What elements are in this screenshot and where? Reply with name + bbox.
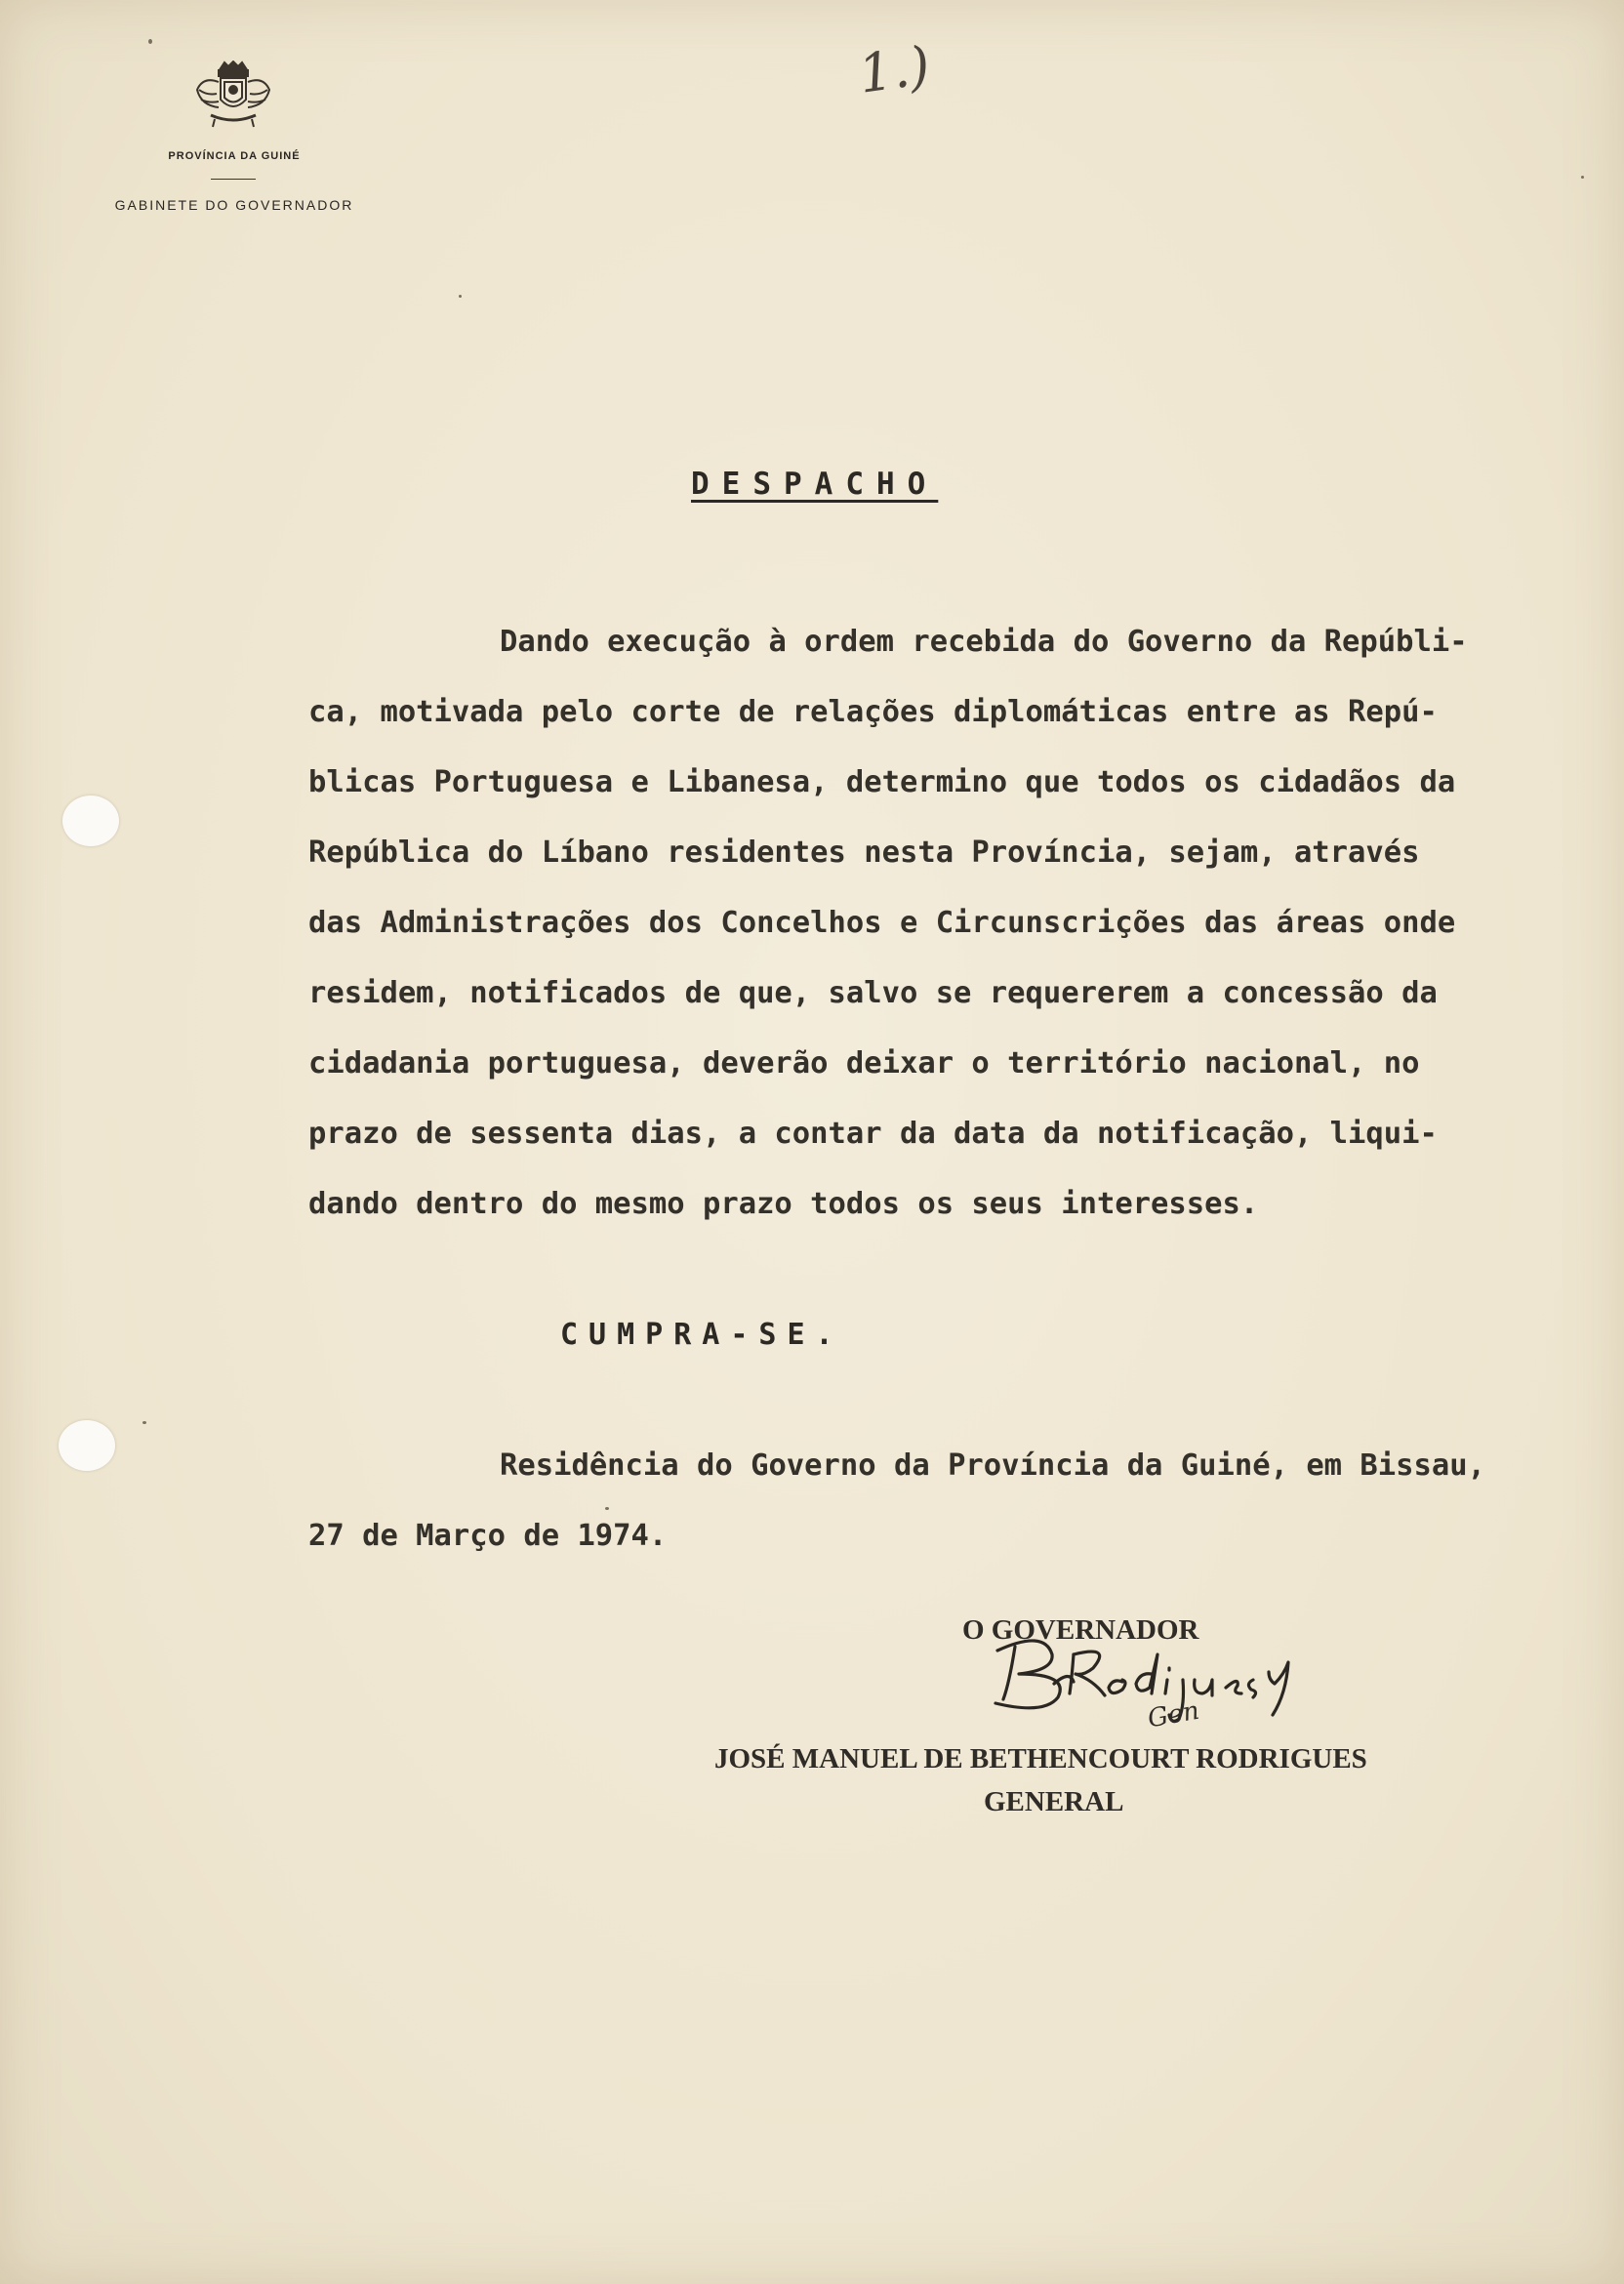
- body-line: dando dentro do mesmo prazo todos os seus interesses.: [308, 1187, 1259, 1221]
- letterhead-province: PROVÍNCIA DA GUINÉ: [168, 150, 301, 162]
- body-line: República do Líbano residentes nesta Província, sejam, através: [308, 836, 1420, 870]
- signatory-rank: GENERAL: [984, 1786, 1124, 1817]
- paper-speck: [459, 295, 462, 298]
- document-title: DESPACHO: [691, 467, 939, 502]
- paper-speck: [142, 1421, 146, 1424]
- closing-order: CUMPRA-SE.: [560, 1318, 844, 1352]
- body-line: das Administrações dos Concelhos e Circunscrições das áreas onde: [308, 906, 1456, 940]
- signatory-office: O GOVERNADOR: [962, 1614, 1199, 1646]
- letterhead-divider: [211, 179, 256, 180]
- body-line: Dando execução à ordem recebida do Governo da Repúbli-: [500, 625, 1468, 659]
- body-line: prazo de sessenta dias, a contar da data da notificação, liqui-: [308, 1117, 1438, 1151]
- coat-of-arms-icon: [191, 61, 275, 131]
- handwritten-annotation: Gen: [1145, 1695, 1202, 1734]
- body-line: cidadania portuguesa, deverão deixar o território nacional, no: [308, 1046, 1420, 1081]
- place-date-line: Residência do Governo da Província da Guiné, em Bissau,: [500, 1448, 1485, 1483]
- letterhead-cabinet: GABINETE DO GOVERNADOR: [114, 197, 354, 213]
- paper-speck: [1581, 176, 1584, 179]
- punch-hole-top: [62, 795, 119, 846]
- punch-hole-bottom: [59, 1420, 115, 1471]
- body-line: ca, motivada pelo corte de relações diplomáticas entre as Repú-: [308, 695, 1438, 729]
- paper-speck: [605, 1507, 609, 1510]
- paper-speck: [148, 39, 152, 44]
- place-date-line: 27 de Março de 1974.: [308, 1519, 668, 1553]
- folio-mark: 1.): [854, 34, 934, 105]
- body-line: blicas Portuguesa e Libanesa, determino que todos os cidadãos da: [308, 765, 1456, 799]
- signatory-name: JOSÉ MANUEL DE BETHENCOURT RODRIGUES: [714, 1743, 1367, 1774]
- body-line: residem, notificados de que, salvo se requererem a concessão da: [308, 976, 1438, 1010]
